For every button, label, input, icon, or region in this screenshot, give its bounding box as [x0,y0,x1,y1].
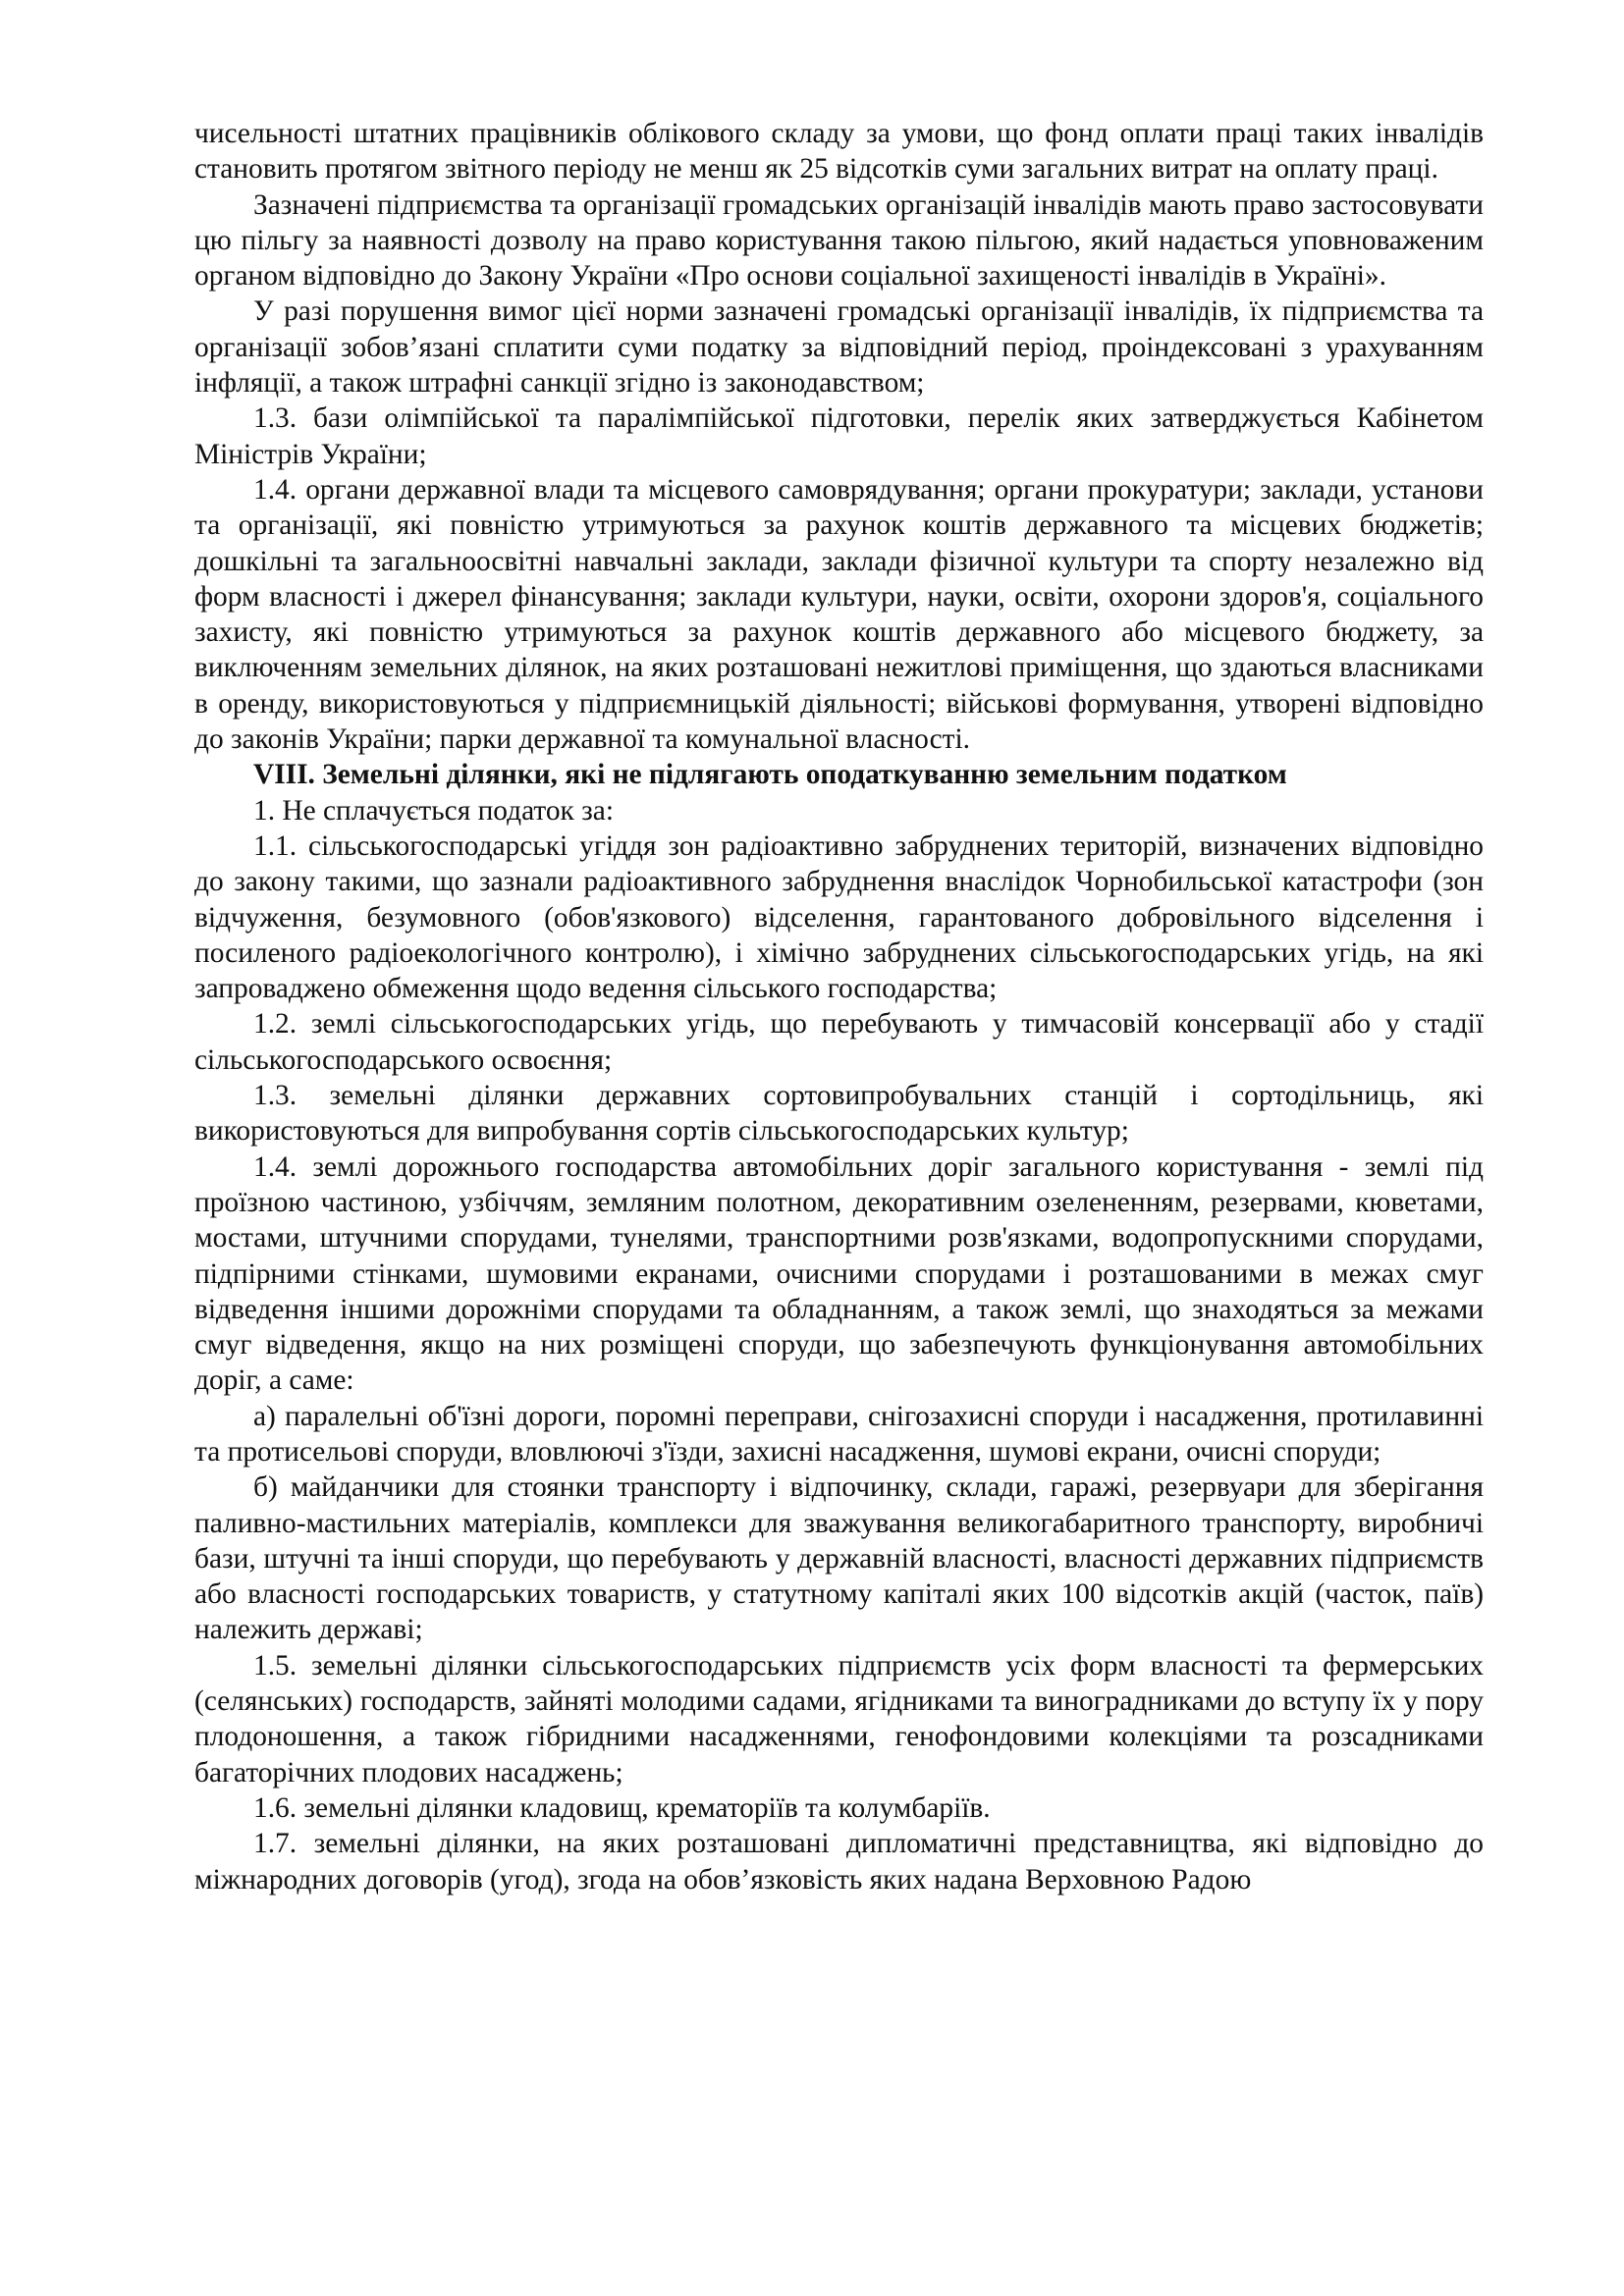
paragraph: 1.4. землі дорожнього господарства автомобільних доріг загального користування - землі під проїзною частиною, узбіччям, земляним полотном, декоративним озелененням, резервами, кюветами, мостами, штучними спорудами, тунелями, транспортними розв'язками, водопропускними спорудами, підпірними стінками, шумовими екранами, очисними спорудами і розташованими в межах смуг відведення іншими дорожніми спорудами та обладнанням, а також землі, що знаходяться за межами смуг відведення, якщо на них розміщені споруди, що забезпечують функціонування автомобільних доріг, а саме: [194,1150,1484,1397]
paragraph: 1.4. органи державної влади та місцевого самоврядування; органи прокуратури; заклади, установи та організації, які повністю утримуються за рахунок коштів державного та місцевих бюджетів; дошкільні та загальноосвітні навчальні заклади, заклади фізичної культури та спорту незалежно від форм власності і джерел фінансування; заклади культури, науки, освіти, охорони здоров'я, соціального захисту, які повністю утримуються за рахунок коштів державного або місцевого бюджету, за виключенням земельних ділянок, на яких розташовані нежитлові приміщення, що здаються власниками в оренду, використовуються у підприємницькій діяльності; військові формування, утворені відповідно до законів України; парки державної та комунальної власності. [194,473,1484,756]
section-heading: VIII. Земельні ділянки, які не підлягають оподаткуванню земельним податком [253,759,1287,791]
paragraph: 1.5. земельні ділянки сільськогосподарських підприємств усіх форм власності та фермерських (селянських) господарств, зайняті молодими садами, ягідниками та виноградниками до вступу їх у пору плодоношення, а також гібридними насадженнями, генофондовими колекціями та розсадниками багаторічних плодових насаджень; [194,1649,1484,1789]
paragraph: 1. Не сплачується податок за: [253,794,614,827]
paragraph: 1.7. земельні ділянки, на яких розташовані дипломатичні представництва, які відповідно до міжнародних договорів (угод), згода на обов’язковість яких надана Верховною Радою [194,1828,1484,1896]
document-page [194,116,1484,1897]
paragraph: б) майданчики для стоянки транспорту і відпочинку, склади, гаражі, резервуари для зберігання паливно-мастильних матеріалів, комплекси для зважування великогабаритного транспорту, виробничі бази, штучні та інші споруди, що перебувають у державній власності, власності державних підприємств або власності господарських товариств, у статутному капіталі яких 100 відсотків акцій (часток, паїв) належить державі; [194,1471,1484,1646]
paragraph: чисельності штатних працівників облікового складу за умови, що фонд оплати праці таких інвалідів становить протягом звітного періоду не менш як 25 відсотків суми загальних витрат на оплату праці. [194,118,1484,186]
paragraph: 1.2. землі сільськогосподарських угідь, що перебувають у тимчасовій консервації або у стадії сільськогосподарського освоєння; [194,1008,1484,1076]
paragraph: Зазначені підприємства та організації громадських організацій інвалідів мають право застосовувати цю пільгу за наявності дозволу на право користування такою пільгою, який надається уповноваженим органом відповідно до Закону України «Про основи соціальної захищеності інвалідів в Україні». [194,188,1484,293]
paragraph: 1.3. бази олімпійської та паралімпійської підготовки, перелік яких затверджується Кабінетом Міністрів України; [194,402,1484,470]
paragraph: У разі порушення вимог цієї норми зазначені громадські організації інвалідів, їх підприємства та організації зобов’язані сплатити суми податку за відповідний період, проіндексовані з урахуванням інфляції, а також штрафні санкції згідно із законодавством; [194,295,1484,400]
paragraph: а) паралельні об'їзні дороги, поромні переправи, снігозахисні споруди і насадження, протилавинні та протисельові споруди, вловлюючі з'їзди, захисні насадження, шумові екрани, очисні споруди; [194,1400,1484,1468]
paragraph: 1.3. земельні ділянки державних сортовипробувальних станцій і сортодільниць, які використовуються для випробування сортів сільськогосподарських культур; [194,1080,1484,1148]
paragraph: 1.6. земельні ділянки кладовищ, крематоріїв та колумбаріїв. [253,1791,991,1824]
paragraph: 1.1. сільськогосподарські угіддя зон радіоактивно забруднених територій, визначених відповідно до закону такими, що зазнали радіоактивного забруднення внаслідок Чорнобильської катастрофи (зон відчуження, безумовного (обов'язкового) відселення, гарантованого добровільного відселення і посиленого радіоекологічного контролю), і хімічно забруднених сільськогосподарських угідь, на які запроваджено обмеження щодо ведення сільського господарства; [194,829,1484,1005]
